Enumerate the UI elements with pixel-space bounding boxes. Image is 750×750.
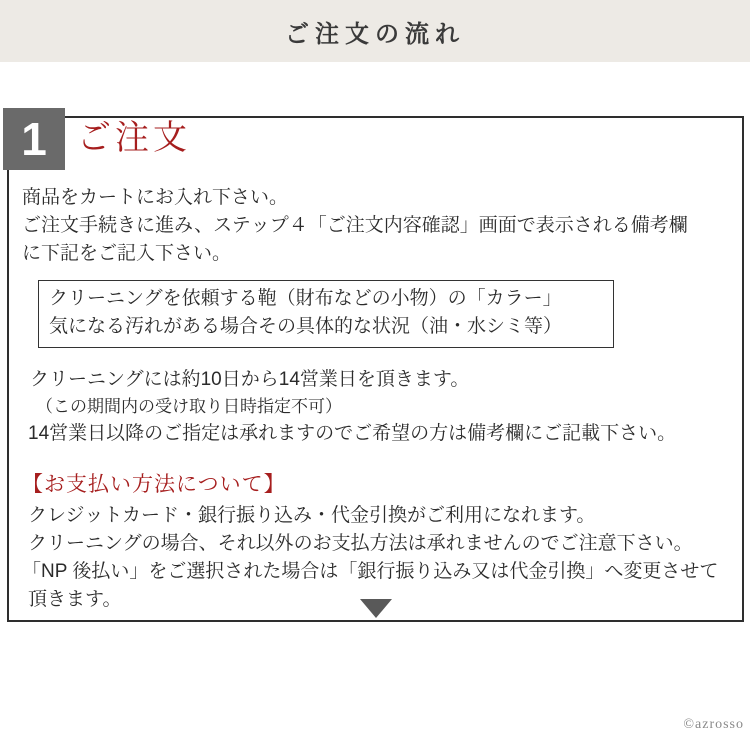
note-line: クリーニングを依頼する鞄（財布などの小物）の「カラー」 — [49, 288, 562, 309]
schedule-line: クリーニングには約10日から14営業日を頂きます。 — [30, 369, 470, 390]
payment-line: クリーニングの場合、それ以外のお支払方法は承れませんのでご注意下さい。 — [28, 533, 693, 554]
payment-line: クレジットカード・銀行振り込み・代金引換がご利用になれます。 — [28, 505, 596, 526]
intro-paragraph — [22, 184, 724, 268]
page-title: ご注文の流れ — [285, 20, 465, 48]
intro-line: に下記をご記入下さい。 — [22, 243, 232, 264]
step-number-badge — [3, 108, 65, 170]
step-heading: ご注文 — [77, 119, 191, 157]
step-number: 1 — [21, 113, 47, 165]
remarks-note-box — [38, 280, 614, 348]
payment-line: 「NP 後払い」をご選択された場合は「銀行振り込み又は代金引換」へ変更させて — [22, 561, 719, 582]
intro-line: ご注文手続きに進み、ステップ４「ご注文内容確認」画面で表示される備考欄 — [22, 215, 688, 236]
schedule-note-line: （この期間内の受け取り日時指定不可） — [36, 397, 342, 416]
intro-line: 商品をカートにお入れ下さい。 — [22, 187, 289, 208]
down-arrow-icon — [360, 599, 392, 618]
payment-section-heading: 【お支払い方法について】 — [22, 473, 286, 496]
header-band — [0, 0, 750, 62]
note-line: 気になる汚れがある場合その具体的な状況（油・水シミ等） — [49, 316, 563, 337]
payment-paragraph — [22, 502, 724, 614]
watermark: ©azrosso — [683, 717, 744, 732]
payment-line: 頂きます。 — [28, 589, 122, 610]
step-content — [9, 113, 742, 614]
order-step-panel — [7, 113, 744, 622]
schedule-line: 14営業日以降のご指定は承れますのでご希望の方は備考欄にご記載下さい。 — [28, 423, 677, 444]
schedule-paragraph — [22, 366, 724, 447]
